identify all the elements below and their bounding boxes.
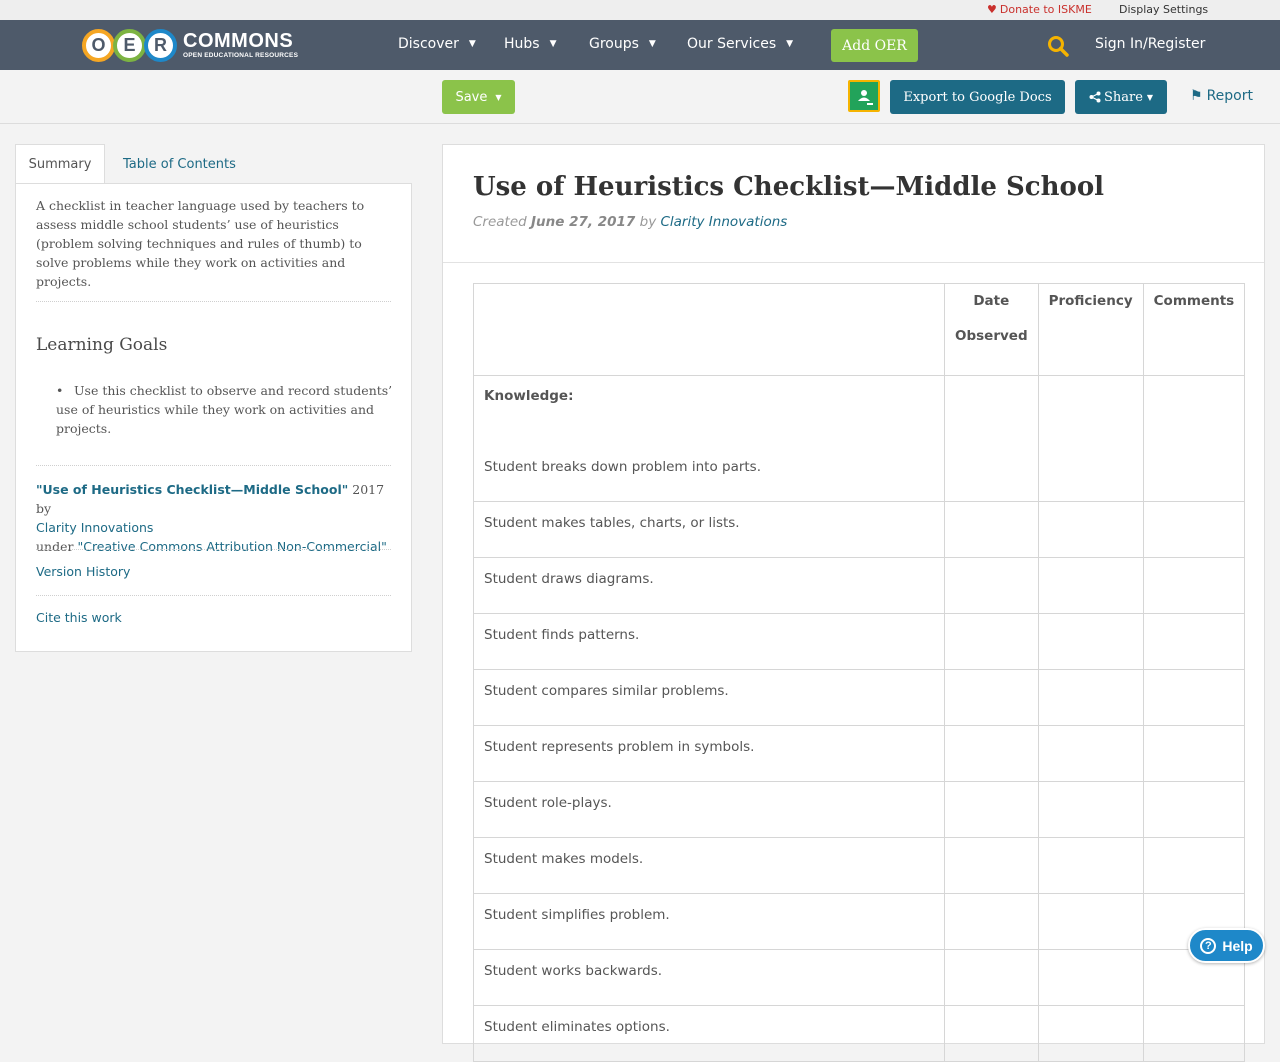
table-cell bbox=[1038, 502, 1143, 558]
table-row bbox=[474, 558, 1245, 614]
checklist-item-text: Student compares similar problems. bbox=[474, 670, 945, 726]
share-button[interactable] bbox=[1075, 80, 1167, 114]
table-row bbox=[474, 894, 1245, 950]
sidebar-tabs bbox=[15, 144, 250, 184]
table-cell bbox=[1038, 894, 1143, 950]
table-row bbox=[474, 1006, 1245, 1062]
attribution-under: under bbox=[36, 539, 74, 554]
export-google-docs-button[interactable]: Export to Google Docs bbox=[890, 80, 1065, 114]
checklist-item-text: Student simplifies problem. bbox=[474, 894, 945, 950]
search-icon[interactable] bbox=[1047, 35, 1069, 57]
google-classroom-button[interactable] bbox=[848, 80, 880, 112]
resource-main-content bbox=[442, 144, 1265, 1044]
logo-circle-r: R bbox=[144, 29, 177, 62]
created-meta bbox=[473, 214, 787, 230]
nav-our-services-label: Our Services bbox=[687, 36, 777, 52]
checklist-item-text: Student makes tables, charts, or lists. bbox=[474, 502, 945, 558]
table-cell bbox=[1038, 782, 1143, 838]
table-cell bbox=[1038, 950, 1143, 1006]
chevron-down-icon: ▼ bbox=[468, 39, 476, 49]
summary-panel bbox=[15, 183, 412, 652]
table-row bbox=[474, 950, 1245, 1006]
learning-goal-item bbox=[56, 381, 396, 438]
attribution bbox=[36, 480, 391, 556]
table-cell bbox=[1143, 726, 1245, 782]
logo-tagline: OPEN EDUCATIONAL RESOURCES bbox=[183, 51, 299, 59]
table-row bbox=[474, 670, 1245, 726]
table-cell bbox=[1038, 376, 1143, 502]
checklist-item-text: Student draws diagrams. bbox=[474, 558, 945, 614]
oer-commons-logo[interactable] bbox=[82, 25, 298, 65]
table-cell bbox=[945, 950, 1039, 1006]
table-cell bbox=[1038, 838, 1143, 894]
table-cell bbox=[945, 614, 1039, 670]
attribution-year: 2017 by bbox=[36, 482, 385, 516]
google-classroom-icon bbox=[850, 82, 878, 110]
table-cell bbox=[1143, 838, 1245, 894]
divider bbox=[36, 595, 391, 596]
logo-circle-e: E bbox=[113, 29, 146, 62]
checklist-item-text: Student eliminates options. bbox=[474, 1006, 945, 1062]
created-date: June 27, 2017 bbox=[531, 214, 636, 230]
nav-groups-label: Groups bbox=[589, 36, 639, 52]
table-cell bbox=[945, 782, 1039, 838]
table-row bbox=[474, 502, 1245, 558]
share-icon bbox=[1089, 91, 1101, 103]
report-link[interactable] bbox=[1190, 88, 1253, 104]
report-label: Report bbox=[1206, 88, 1253, 104]
nav-hubs-label: Hubs bbox=[504, 36, 540, 52]
attribution-author-link[interactable]: Clarity Innovations bbox=[36, 520, 154, 535]
learning-goal-text: Use this checklist to observe and record students’ use of heuristics while they work on activities and projects. bbox=[56, 383, 393, 436]
cite-work-link[interactable]: Cite this work bbox=[36, 610, 122, 625]
table-cell bbox=[945, 1006, 1039, 1062]
nav-hubs[interactable] bbox=[504, 36, 557, 52]
table-cell bbox=[945, 726, 1039, 782]
learning-goals-list bbox=[56, 381, 396, 438]
checklist-item-text: Student makes models. bbox=[474, 838, 945, 894]
table-header-comments: Comments bbox=[1143, 284, 1245, 376]
by-label: by bbox=[639, 214, 657, 230]
table-cell bbox=[1143, 1006, 1245, 1062]
tab-summary[interactable]: Summary bbox=[15, 144, 105, 184]
divider bbox=[36, 549, 391, 550]
table-cell bbox=[1143, 614, 1245, 670]
sign-in-register-link[interactable]: Sign In/Register bbox=[1095, 36, 1206, 52]
chevron-down-icon: ▼ bbox=[549, 39, 557, 49]
table-cell bbox=[945, 838, 1039, 894]
bullet-icon: • bbox=[56, 383, 64, 398]
resource-toolbar bbox=[0, 70, 1280, 124]
table-cell bbox=[1038, 558, 1143, 614]
table-cell bbox=[1143, 670, 1245, 726]
logo-circle-o: O bbox=[82, 29, 115, 62]
divider bbox=[36, 301, 391, 302]
save-label: Save bbox=[455, 89, 488, 105]
table-cell bbox=[1038, 670, 1143, 726]
table-cell bbox=[1143, 558, 1245, 614]
table-row bbox=[474, 838, 1245, 894]
logo-commons-text: COMMONS bbox=[183, 29, 294, 52]
save-button[interactable] bbox=[442, 80, 515, 114]
table-cell bbox=[474, 376, 945, 502]
chevron-down-icon: ▼ bbox=[786, 39, 794, 49]
help-button[interactable] bbox=[1188, 928, 1265, 963]
table-header-date-observed: Date Observed bbox=[945, 284, 1039, 376]
caret-down-icon: ▼ bbox=[1146, 92, 1154, 102]
logo-wordmark bbox=[183, 31, 298, 60]
author-link[interactable]: Clarity Innovations bbox=[660, 214, 788, 230]
divider bbox=[443, 262, 1264, 263]
table-header-cell bbox=[474, 284, 945, 376]
top-strip bbox=[0, 0, 1280, 20]
table-row bbox=[474, 614, 1245, 670]
table-header-proficiency: Proficiency bbox=[1038, 284, 1143, 376]
table-cell bbox=[945, 558, 1039, 614]
heart-icon: ♥ bbox=[987, 3, 997, 16]
summary-text: A checklist in teacher language used by teachers to assess middle school students’ use of heuristics (problem solving techniques and rules of thumb) to solve problems while they work on activities and projects. bbox=[36, 198, 365, 289]
divider bbox=[36, 465, 391, 466]
table-cell bbox=[945, 376, 1039, 502]
table-cell bbox=[1143, 782, 1245, 838]
table-row bbox=[474, 726, 1245, 782]
table-cell bbox=[945, 502, 1039, 558]
table-row bbox=[474, 376, 1245, 502]
help-label: Help bbox=[1222, 937, 1253, 954]
checklist-item-text: Student works backwards. bbox=[474, 950, 945, 1006]
caret-down-icon: ▼ bbox=[495, 92, 502, 102]
donate-label: Donate to ISKME bbox=[999, 3, 1092, 16]
chevron-down-icon: ▼ bbox=[648, 39, 656, 49]
share-label: Share bbox=[1103, 89, 1143, 105]
nav-groups[interactable] bbox=[589, 36, 656, 52]
checklist-item-text: Student role-plays. bbox=[474, 782, 945, 838]
table-cell bbox=[945, 670, 1039, 726]
nav-our-services[interactable] bbox=[687, 36, 793, 52]
section-label: Knowledge: bbox=[484, 388, 574, 404]
table-cell bbox=[1143, 376, 1245, 502]
table-header-row bbox=[474, 284, 1245, 376]
table-cell bbox=[945, 894, 1039, 950]
nav-discover[interactable] bbox=[398, 36, 476, 52]
nav-discover-label: Discover bbox=[398, 36, 459, 52]
checklist-item-text: Student finds patterns. bbox=[474, 614, 945, 670]
learning-goals-heading: Learning Goals bbox=[36, 335, 168, 355]
created-label: Created bbox=[473, 214, 527, 230]
question-icon: ? bbox=[1200, 938, 1216, 954]
flag-icon: ⚑ bbox=[1190, 88, 1203, 104]
main-navbar bbox=[0, 20, 1280, 70]
heuristics-checklist-table bbox=[473, 283, 1245, 1062]
donate-link[interactable] bbox=[987, 3, 1092, 16]
version-history-link[interactable]: Version History bbox=[36, 564, 131, 579]
display-settings-link[interactable]: Display Settings bbox=[1119, 3, 1209, 16]
table-cell bbox=[1038, 614, 1143, 670]
attribution-title-link[interactable]: "Use of Heuristics Checklist—Middle School" bbox=[36, 482, 349, 497]
checklist-item-text: Student represents problem in symbols. bbox=[474, 726, 945, 782]
checklist-item-text: Student breaks down problem into parts. bbox=[484, 459, 762, 475]
table-cell bbox=[1143, 502, 1245, 558]
tab-table-of-contents[interactable]: Table of Contents bbox=[123, 156, 236, 172]
table-row bbox=[474, 782, 1245, 838]
license-link[interactable]: "Creative Commons Attribution Non-Commercial" bbox=[77, 539, 387, 554]
table-cell bbox=[1038, 1006, 1143, 1062]
add-oer-button[interactable]: Add OER bbox=[831, 29, 918, 62]
table-cell bbox=[1038, 726, 1143, 782]
page-title: Use of Heuristics Checklist—Middle School bbox=[473, 172, 1105, 202]
